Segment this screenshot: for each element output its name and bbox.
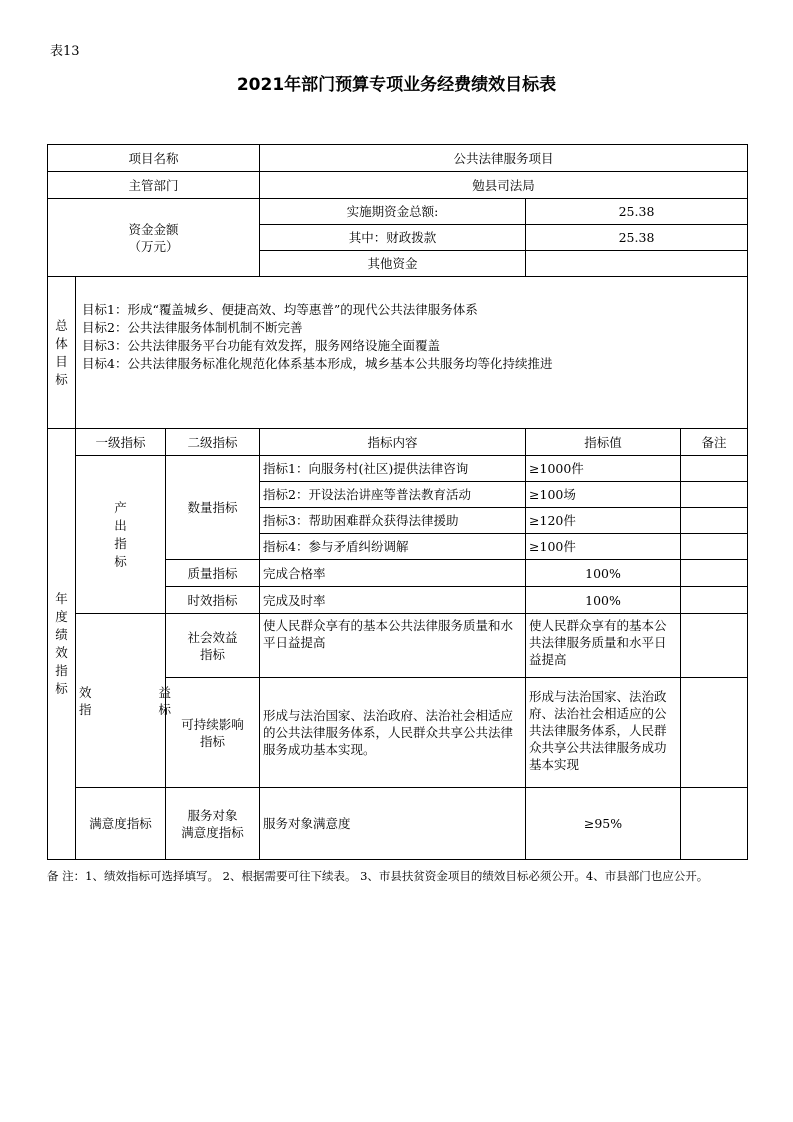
sustainable-impact-label-line1: 可持续影响 — [181, 716, 244, 732]
sustainable-impact-label-line2: 指标 — [200, 733, 226, 749]
funds-fiscal-value: 25.38 — [526, 225, 748, 251]
header-level1: 一级指标 — [76, 429, 166, 456]
performance-table — [47, 144, 748, 860]
quantity-remark-2 — [681, 482, 748, 508]
timeliness-indicators-label: 时效指标 — [166, 587, 260, 614]
quality-indicators-label: 质量指标 — [166, 560, 260, 587]
satisfaction-sub-label — [166, 788, 260, 860]
funds-other-value — [526, 251, 748, 277]
overall-label-char: 体 — [55, 335, 68, 351]
sustainable-impact-content: 形成与法治国家、法治政府、法治社会相适应的公共法律服务体系，人民群众共享公共法律服务成功基本实现。 — [260, 678, 526, 788]
overall-goals-content — [76, 277, 748, 429]
funds-label — [48, 199, 260, 277]
satisfaction-indicators-label: 满意度指标 — [76, 788, 166, 860]
social-benefit-value: 使人民群众享有的基本公共法律服务质量和水平日益提高 — [526, 614, 681, 678]
quality-remark — [681, 560, 748, 587]
social-benefit-label — [166, 614, 260, 678]
quantity-row-1 — [48, 456, 748, 482]
satisfaction-remark — [681, 788, 748, 860]
goal-item: 目标3：公共法律服务平台功能有效发挥，服务网络设施全面覆盖 — [82, 338, 440, 353]
quantity-value-2: ≥100场 — [526, 482, 681, 508]
benefit-label-char: 益 — [158, 684, 171, 700]
header-value: 指标值 — [526, 429, 681, 456]
project-name-value: 公共法律服务项目 — [260, 145, 748, 172]
quantity-content-3: 指标3：帮助困难群众获得法律援助 — [260, 508, 526, 534]
sustainable-impact-label — [166, 678, 260, 788]
annual-indicators-label: 年 度 绩 效 指 标 — [48, 429, 76, 860]
sustainable-impact-remark — [681, 678, 748, 788]
indicator-header-row — [48, 429, 748, 456]
project-name-label: 项目名称 — [48, 145, 260, 172]
quantity-value-1: ≥1000件 — [526, 456, 681, 482]
satisfaction-sub-label-line1: 服务对象 — [187, 807, 238, 823]
funds-label-line1: 资金金额 — [128, 221, 179, 237]
overall-label-char: 总 — [55, 317, 68, 333]
overall-label-char: 标 — [55, 371, 68, 387]
quantity-remark-3 — [681, 508, 748, 534]
satisfaction-sub-label-line2: 满意度指标 — [181, 824, 244, 840]
satisfaction-content: 服务对象满意度 — [260, 788, 526, 860]
department-row — [48, 172, 748, 199]
timeliness-remark — [681, 587, 748, 614]
sustainable-impact-value: 形成与法治国家、法治政府、法治社会相适应的公共法律服务体系，人民群众共享公共法律服务成功基本实现 — [526, 678, 681, 788]
header-remark: 备注 — [681, 429, 748, 456]
timeliness-content: 完成及时率 — [260, 587, 526, 614]
goal-item: 目标1：形成“覆盖城乡、便捷高效、均等惠普”的现代公共法律服务体系 — [82, 302, 478, 317]
header-level2: 二级指标 — [166, 429, 260, 456]
quantity-content-2: 指标2：开设法治讲座等普法教育活动 — [260, 482, 526, 508]
overall-label-char: 目 — [55, 353, 68, 369]
quantity-value-4: ≥100件 — [526, 534, 681, 560]
funds-row-total — [48, 199, 748, 225]
timeliness-value: 100% — [526, 587, 681, 614]
quantity-remark-1 — [681, 456, 748, 482]
social-benefit-label-line1: 社会效益 — [187, 629, 238, 645]
department-value: 勉县司法局 — [260, 172, 748, 199]
quality-content: 完成合格率 — [260, 560, 526, 587]
social-benefit-label-line2: 指标 — [200, 646, 226, 662]
quantity-content-1: 指标1：向服务村(社区)提供法律咨询 — [260, 456, 526, 482]
funds-total-label: 实施期资金总额: — [260, 199, 526, 225]
benefit-label-char: 标 — [158, 701, 171, 717]
social-benefit-row — [48, 614, 748, 678]
quantity-remark-4 — [681, 534, 748, 560]
quality-value: 100% — [526, 560, 681, 587]
benefit-label-char: 效 — [79, 684, 92, 700]
funds-other-label: 其他资金 — [260, 251, 526, 277]
quantity-indicators-label: 数量指标 — [166, 456, 260, 560]
satisfaction-value: ≥95% — [526, 788, 681, 860]
output-indicators-label: 产 出 指 标 — [76, 456, 166, 614]
benefit-indicators-label — [76, 614, 171, 788]
quantity-content-4: 指标4：参与矛盾纠纷调解 — [260, 534, 526, 560]
goal-item: 目标2：公共法律服务体制机制不断完善 — [82, 320, 303, 335]
quantity-value-3: ≥120件 — [526, 508, 681, 534]
social-benefit-content: 使人民群众享有的基本公共法律服务质量和水平日益提高 — [260, 614, 526, 678]
funds-total-value: 25.38 — [526, 199, 748, 225]
funds-fiscal-label: 其中：财政拨款 — [260, 225, 526, 251]
project-name-row — [48, 145, 748, 172]
department-label: 主管部门 — [48, 172, 260, 199]
page-title: 2021年部门预算专项业务经费绩效目标表 — [236, 75, 557, 95]
benefit-label-char: 指 — [79, 701, 92, 717]
satisfaction-row — [48, 788, 748, 860]
funds-label-line2: （万元） — [128, 238, 179, 254]
goal-item: 目标4：公共法律服务标准化规范化体系基本形成，城乡基本公共服务均等化持续推进 — [82, 356, 553, 371]
footnote: 备 注：1、绩效指标可选择填写。 2、根据需要可往下续表。 3、市县扶贫资金项目的绩效目标必须公开。4、市县部门也应公开。 — [47, 869, 709, 883]
overall-goals-label — [48, 277, 76, 429]
header-content: 指标内容 — [260, 429, 526, 456]
social-benefit-remark — [681, 614, 748, 678]
overall-goals-row — [48, 277, 748, 429]
table-number: 表13 — [50, 44, 80, 59]
